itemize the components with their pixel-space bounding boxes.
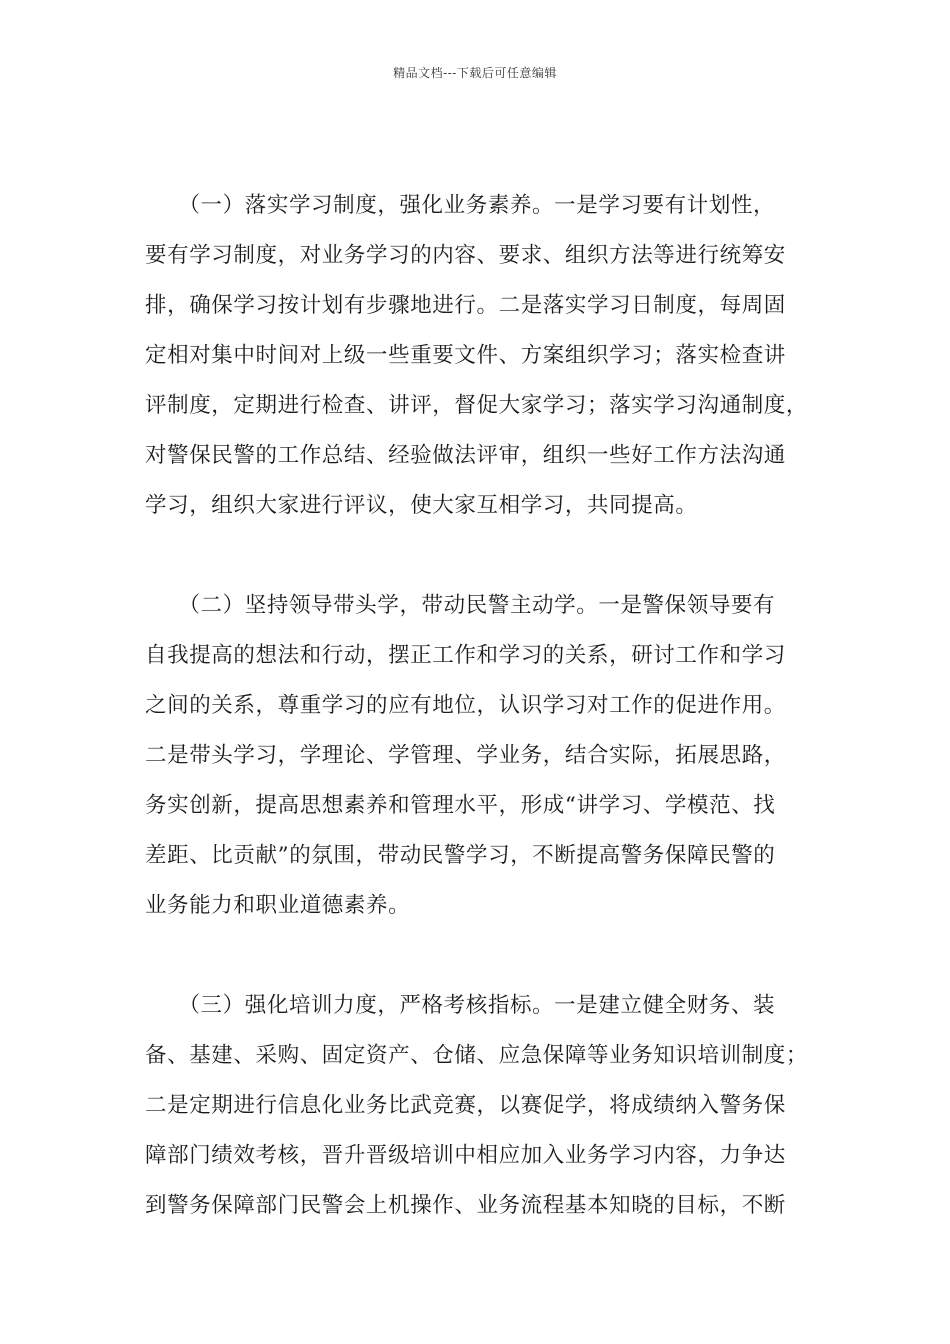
document-body (145, 181, 820, 1231)
text-line: （一）落实学习制度，强化业务素养。一是学习要有计划性， (145, 193, 776, 218)
text-line: 要有学习制度，对业务学习的内容、要求、组织方法等进行统筹安 (145, 243, 786, 268)
page-header: 精品文档---下载后可任意编辑 (393, 66, 557, 80)
text-line: 之间的关系，尊重学习的应有地位，认识学习对工作的促进作用。 (145, 693, 786, 718)
paragraph-spacer (145, 931, 820, 981)
text-line: 二是定期进行信息化业务比武竞赛，以赛促学，将成绩纳入警务保 (145, 1093, 786, 1118)
text-line: 业务能力和职业道德素养。 (145, 893, 411, 918)
text-line: （二）坚持领导带头学，带动民警主动学。一是警保领导要有 (145, 593, 776, 618)
text-line: 自我提高的想法和行动，摆正工作和学习的关系，研讨工作和学习 (145, 643, 786, 668)
text-line: 对警保民警的工作总结、经验做法评审，组织一些好工作方法沟通 (145, 443, 786, 468)
text-line: （三）强化培训力度，严格考核指标。一是建立健全财务、装 (145, 993, 776, 1018)
text-line: 差距、比贡献”的氛围，带动民警学习，不断提高警务保障民警的 (145, 843, 776, 868)
text-line: 务实创新，提高思想素养和管理水平，形成“讲学习、学模范、找 (145, 793, 776, 818)
text-line: 排，确保学习按计划有步骤地进行。二是落实学习日制度，每周固 (145, 293, 786, 318)
text-line: 备、基建、采购、固定资产、仓储、应急保障等业务知识培训制度； (145, 1043, 809, 1068)
paragraph-1 (145, 181, 820, 531)
text-line: 到警务保障部门民警会上机操作、业务流程基本知晓的目标，不断 (145, 1193, 786, 1218)
text-line: 障部门绩效考核，晋升晋级培训中相应加入业务学习内容，力争达 (145, 1143, 786, 1168)
text-line: 二是带头学习，学理论、学管理、学业务，结合实际，拓展思路， (145, 743, 786, 768)
paragraph-3 (145, 981, 820, 1231)
paragraph-spacer (145, 531, 820, 581)
text-line: 定相对集中时间对上级一些重要文件、方案组织学习；落实检查讲 (145, 343, 786, 368)
text-line: 学习，组织大家进行评议，使大家互相学习，共同提高。 (145, 493, 698, 518)
text-line: 评制度，定期进行检查、讲评，督促大家学习；落实学习沟通制度， (145, 393, 809, 418)
paragraph-2 (145, 581, 820, 931)
